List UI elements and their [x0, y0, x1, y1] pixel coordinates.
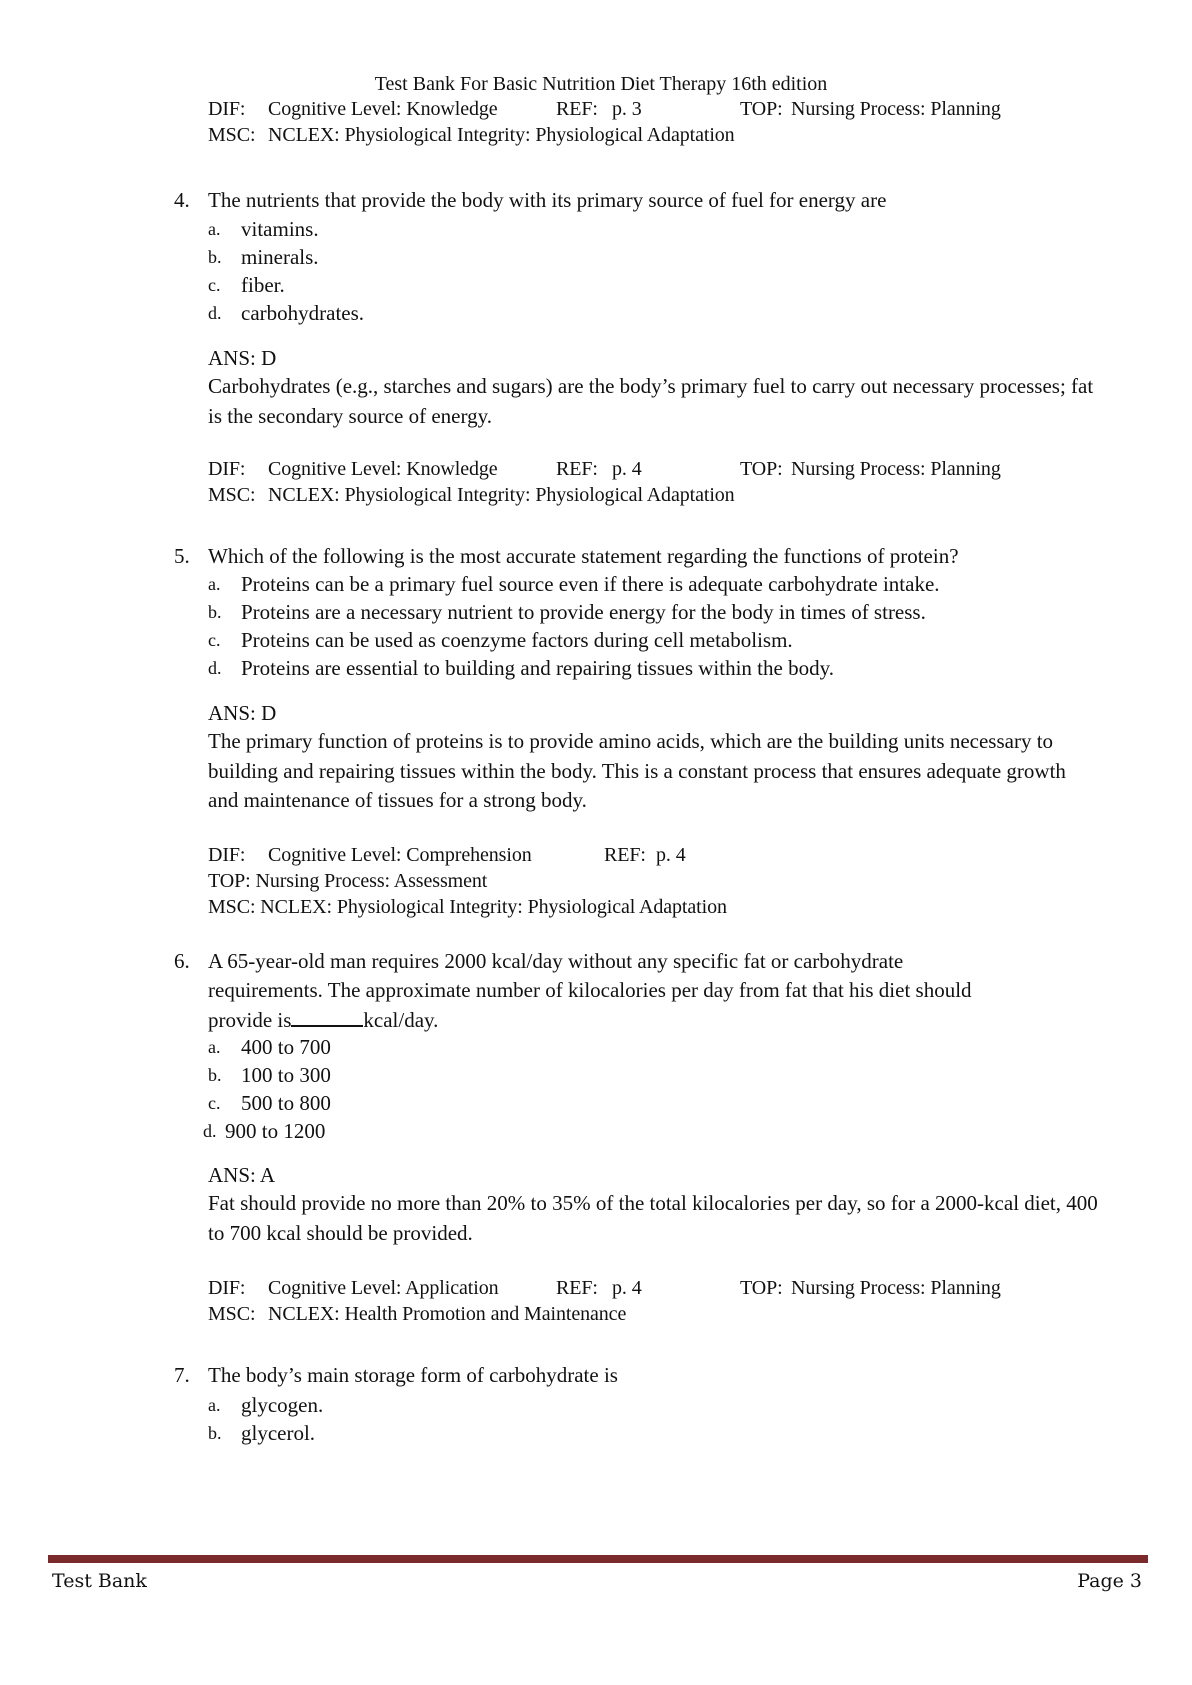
- q6-answer: ANS: A: [208, 1163, 276, 1187]
- top-label: TOP:: [740, 98, 783, 120]
- footer-divider: [48, 1555, 1148, 1563]
- q5-meta-row-2: TOP: Nursing Process: Assessment: [208, 870, 488, 892]
- question-number: 7.: [174, 1363, 190, 1387]
- footer-page-number: Page 3: [1077, 1570, 1142, 1592]
- ref-label: REF:: [556, 98, 598, 120]
- question-stem-line-2: requirements. The approximate number of kilocalories per day from fat that his diet should: [208, 978, 972, 1002]
- question-6: [174, 947, 1094, 1037]
- question-number: 6.: [174, 949, 190, 973]
- question-number: 4.: [174, 188, 190, 212]
- question-stem: The body’s main storage form of carbohydrate is: [208, 1363, 618, 1387]
- msc-label: MSC:: [208, 124, 256, 146]
- ref-value: p. 3: [612, 98, 642, 120]
- top-value: Nursing Process: Planning: [791, 98, 1001, 120]
- q4-rationale: Carbohydrates (e.g., starches and sugars) are the body’s primary fuel to carry out necessary processes; fat is the secondary source of energy.: [208, 374, 1094, 428]
- question-stem-line-1: A 65-year-old man requires 2000 kcal/day without any specific fat or carbohydrate: [208, 949, 904, 973]
- question-stem: The nutrients that provide the body with its primary source of fuel for energy are: [208, 188, 887, 212]
- footer-left-text: Test Bank: [52, 1570, 147, 1592]
- q6-rationale: Fat should provide no more than 20% to 35% of the total kilocalories per day, so for a 2000-kcal diet, 400 to 700 kcal should be provided.: [208, 1191, 1098, 1245]
- page-title: Test Bank For Basic Nutrition Diet Therapy 16th edition: [374, 73, 828, 95]
- question-stem-line-3: provide is kcal/day.: [208, 1005, 1088, 1035]
- dif-label: DIF:: [208, 98, 246, 120]
- question-number: 5.: [174, 544, 190, 568]
- q4-answer: ANS: D: [208, 346, 277, 370]
- q5-answer: ANS: D: [208, 701, 277, 725]
- dif-value: Cognitive Level: Knowledge: [268, 98, 498, 120]
- q5-meta-row-3: MSC: NCLEX: Physiological Integrity: Physiological Adaptation: [208, 896, 727, 918]
- question-stem: Which of the following is the most accurate statement regarding the functions of protein?: [208, 544, 959, 568]
- answer-blank: [291, 1005, 363, 1027]
- msc-value: NCLEX: Physiological Integrity: Physiological Adaptation: [268, 124, 735, 146]
- q5-rationale: The primary function of proteins is to provide amino acids, which are the building units necessary to building and repairing tissues within the body. This is a constant process that ensures adequate growth and maintenance of tissues for a strong body.: [208, 729, 1066, 812]
